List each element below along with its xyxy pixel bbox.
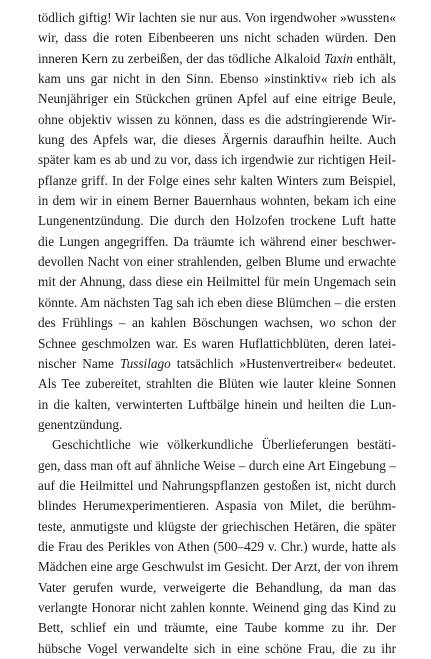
text-run: tödlich giftig! Wir lachten sie nur aus. Von irgendwoher »wussten« xyxy=(38,10,396,25)
text-line xyxy=(38,49,396,69)
italic-term: Taxin xyxy=(323,50,353,66)
text-line xyxy=(38,517,396,537)
text-line xyxy=(38,69,396,89)
text-run: mit der Ahnung, dass diese ein Heilmittel für mein Ungemach sein xyxy=(38,274,396,290)
text-line xyxy=(38,293,396,313)
text-line xyxy=(38,313,396,333)
text-line xyxy=(38,130,396,150)
text-line xyxy=(38,456,396,476)
text-line xyxy=(38,496,396,516)
text-line xyxy=(38,8,396,28)
text-run: Lungenentzündung. Die durch den Holzofen trockene Luft hatte xyxy=(38,213,396,229)
italic-term: Tussilago xyxy=(119,355,171,371)
text-run: kung des Apfels war, die dieses Ärgernis daraufhin heilte. Auch xyxy=(38,132,396,148)
text-run: auf die Heilmittel und Nahrungspflanzen gestoßen ist, nicht durch xyxy=(38,477,396,493)
text-run: Als Tee zubereitet, strahlten die Blüten wie lauter kleine Sonnen xyxy=(38,376,396,392)
text-run: teste, anmutigste und klügste der griechischen Hetären, die später xyxy=(38,518,396,534)
text-run: devollen Nacht von einer strahlenden, gelben Blume und erwachte xyxy=(38,254,396,270)
text-run: die Frau des Perikles von Athen (500–429 v. Chr.) wurde, hatte als xyxy=(38,538,396,554)
text-run: verlangte Honorar nicht zahlen konnte. Weinend ging das Kind zu xyxy=(38,599,396,615)
text-run: genentzündung. xyxy=(38,416,123,432)
text-run: Bett, schlief ein und träumte, eine Taube komme zu ihr. Der xyxy=(38,620,396,636)
text-line xyxy=(38,191,396,211)
text-line xyxy=(38,415,396,435)
text-line xyxy=(38,476,396,496)
text-line xyxy=(38,171,396,191)
text-run: Neunjähriger ein Stückchen grünen Apfel auf eine eitrige Beule, xyxy=(38,91,396,107)
text-line xyxy=(38,639,396,659)
text-line xyxy=(38,272,396,292)
text-line xyxy=(38,110,396,130)
text-run: Mädchen eine arge Geschwulst im Gesicht. Der Arzt, der von ihrem xyxy=(38,559,399,575)
text-line xyxy=(38,618,396,638)
text-run: tatsächlich »Hustenvertreiber« bedeutet. xyxy=(170,355,396,371)
text-run: in die kalten, verwinterten Luftbälge hinein und heilten die Lun- xyxy=(38,396,396,412)
text-run: später kam es ab und zu vor, dass ich irgendwie zur richtigen Heil- xyxy=(38,152,396,168)
text-run: pflanze griff. In der Folge eines sehr kalten Winters zum Beispiel, xyxy=(38,172,396,188)
text-line xyxy=(38,150,396,170)
text-run: könnte. Am nächsten Tag sah ich eben diese Blümchen – die ersten xyxy=(38,294,396,310)
text-run: nischer Name xyxy=(38,355,120,371)
text-run: Geschichtliche wie völkerkundliche Überlieferungen bestäti- xyxy=(52,437,396,453)
text-line xyxy=(38,598,396,618)
text-run: inneren Kern zu zerbeißen, der das tödliche Alkaloid xyxy=(38,50,324,66)
text-run: die Lungen angegriffen. Da träumte ich während einer beschwer- xyxy=(38,233,396,249)
text-run: ohne objektiv wissen zu können, dass es die adstringierende Wir- xyxy=(38,111,396,127)
text-run: kam uns gar nicht in den Sinn. Ebenso »instinktiv« rieb ich als xyxy=(38,71,396,87)
text-run: Schnee geschmolzen war. Es waren Huflattichblüten, deren latei- xyxy=(38,335,396,351)
text-line xyxy=(38,211,396,231)
text-line xyxy=(38,537,396,557)
text-line xyxy=(38,28,396,48)
paragraph xyxy=(38,8,396,435)
text-line xyxy=(38,354,396,374)
text-line xyxy=(38,374,396,394)
text-line xyxy=(38,578,396,598)
text-line xyxy=(38,395,396,415)
text-line xyxy=(38,89,396,109)
text-line xyxy=(38,232,396,252)
text-run: in dem wir in einem Berner Bauernhaus wohnten, bekam ich eine xyxy=(38,193,396,209)
text-run: hübsche Vogel verwandelte sich in eine schöne Frau, die zu ihr xyxy=(38,640,396,656)
text-run: wir, dass die roten Eibenbeeren uns nicht schaden würden. Den xyxy=(38,30,396,46)
text-line xyxy=(38,334,396,354)
text-line xyxy=(38,252,396,272)
paragraph xyxy=(38,435,399,659)
book-page xyxy=(38,8,399,659)
text-line xyxy=(38,435,396,455)
text-run: Vater gerufen wurde, verweigerte die Behandlung, da man das xyxy=(38,579,396,595)
text-run: des Frühlings – an kahlen Böschungen wachsen, wo schon der xyxy=(38,315,396,331)
text-run: enthält, xyxy=(352,50,396,66)
text-run: gen, dass man oft auf ähnliche Weise – durch eine Art Eingebung – xyxy=(38,457,396,473)
text-line xyxy=(38,557,399,577)
text-run: blindes Herumexperimentieren. Aspasia von Milet, die berühm- xyxy=(38,498,396,514)
